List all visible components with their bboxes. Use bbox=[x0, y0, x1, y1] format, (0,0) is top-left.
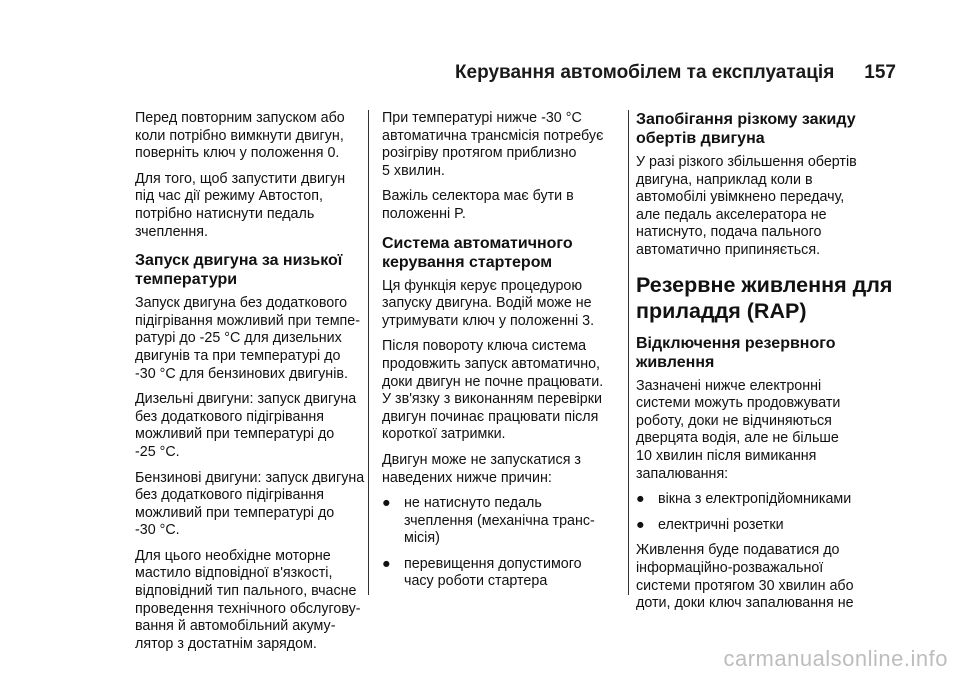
bullet-icon: ● bbox=[382, 495, 391, 512]
paragraph: Для цього необхідне моторне мастило відповідної в'язкості, відповідний тип пального, вчасне проведення технічного обслугову- вання й автомобільний акуму- лятор з достатнім зарядом. bbox=[135, 547, 361, 652]
paragraph: Двигун може не запускатися з наведених нижче причин: bbox=[382, 451, 581, 486]
paragraph: Для того, щоб запустити двигун під час дії режиму Автостоп, потрібно натиснути педаль зчеплення. bbox=[135, 170, 346, 240]
paragraph: Живлення буде подаватися до інформаційно-розважальної системи протягом 30 хвилин або доти, доки ключ запалювання не bbox=[636, 542, 854, 612]
bullet-icon: ● bbox=[636, 491, 645, 508]
paragraph: Важіль селектора має бути в положенні P. bbox=[382, 188, 574, 222]
column-2 bbox=[382, 110, 617, 599]
paragraph: Перед повторним запуском або коли потрібно вимкнути двигун, поверніть ключ у положення 0. bbox=[135, 110, 345, 162]
column-3 bbox=[636, 110, 893, 621]
bullet-icon: ● bbox=[382, 555, 391, 572]
list-item: ● перевищення допустимого часу роботи стартера bbox=[382, 555, 582, 590]
column-1 bbox=[135, 110, 370, 661]
paragraph: Дизельні двигуни: запуск двигуна без додаткового підігрівання можливий при температурі до -25 °C. bbox=[135, 391, 357, 460]
list-item: ● вікна з електропідйомниками bbox=[636, 491, 852, 508]
section-heading: Запуск двигуна за низької температури bbox=[135, 252, 343, 289]
paragraph: Зазначені нижче електронні системи можуть продовжувати роботу, доки не відчиняються дверцята водія, але не більше 10 хвилин після вимикання запалювання: bbox=[636, 377, 841, 482]
page-number: 157 bbox=[864, 62, 896, 83]
chapter-title: Керування автомобілем та експлуатація bbox=[454, 62, 835, 83]
paragraph: У разі різкого збільшення обертів двигуна, наприклад коли в автомобілі увімкнено передачу, але педаль акселератора не натиснуто, подача пального автоматично припиняється. bbox=[636, 154, 857, 258]
paragraph: Бензинові двигуни: запуск двигуна без додаткового підігрівання можливий при температурі до -30 °C. bbox=[135, 469, 365, 539]
list-item: ● не натиснуто педаль зчеплення (механічна транс- місія) bbox=[382, 495, 595, 547]
section-heading: Відключення резервного живлення bbox=[636, 334, 836, 371]
major-heading: Резервне живлення для приладдя (RAP) bbox=[636, 272, 893, 323]
section-heading: Система автоматичного керування стартером bbox=[382, 234, 573, 271]
paragraph: Після повороту ключа система продовжить запуск автоматично, доки двигун не почне працювати. У зв'язку з виконанням перевірки двигун починає працювати після короткої затримки. bbox=[382, 338, 604, 443]
list-item: ● електричні розетки bbox=[636, 516, 784, 533]
paragraph: При температурі нижче -30 °C автоматична трансмісія потребує розігріву протягом приблизно 5 хвилин. bbox=[382, 110, 604, 179]
watermark: carmanualsonline.info bbox=[723, 646, 948, 671]
section-heading: Запобігання різкому закиду обертів двигуна bbox=[636, 111, 856, 147]
bullet-icon: ● bbox=[636, 516, 645, 533]
paragraph: Ця функція керує процедурою запуску двигуна. Водій може не утримувати ключ у положенні 3. bbox=[382, 277, 595, 329]
paragraph: Запуск двигуна без додаткового підігрівання можливий при темпе- ратурі до -25 °C для дизельних двигунів та при температурі до -30 °C для бензинових двигунів. bbox=[135, 295, 360, 382]
column-divider bbox=[628, 110, 629, 595]
page-header bbox=[455, 62, 896, 84]
